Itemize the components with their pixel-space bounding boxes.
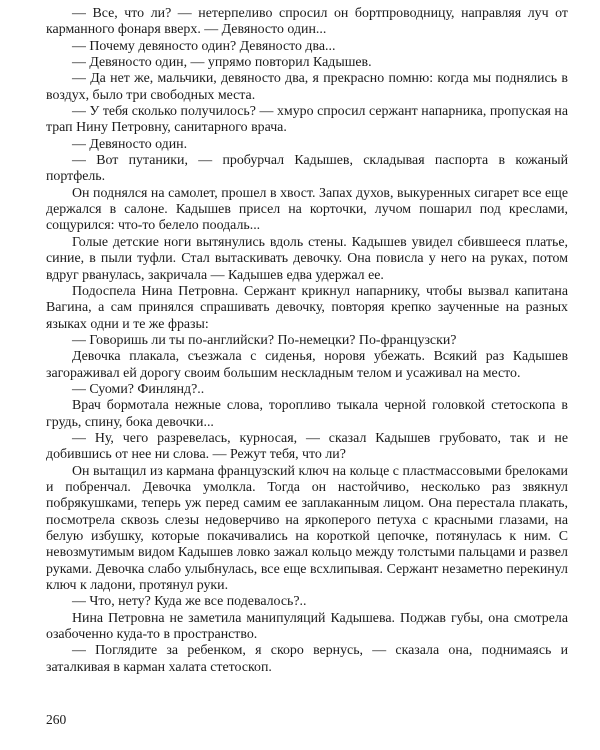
paragraph-19: — Поглядите за ребенком, я скоро вернусь, — сказала она, поднимаясь и заталкивая в карман халата стетоскоп. [46, 643, 568, 675]
paragraph-5: — У тебя сколько получилось? — хмуро спросил сержант напарника, пропуская на трап Нину Петровну, санитарного врача. [46, 104, 568, 136]
paragraph-7: — Вот путаники, — пробурчал Кадышев, складывая паспорта в кожаный портфель. [46, 153, 568, 185]
paragraph-1: — Все, что ли? — нетерпеливо спросил он бортпроводницу, направляя луч от карманного фонаря вверх. — Девяносто один... [46, 6, 568, 38]
paragraph-10: Подоспела Нина Петровна. Сержант крикнул напарнику, чтобы вызвал капитана Вагина, а сам принялся спрашивать девочку, повторяя крепко заученные на разных языках одни и те же фразы: [46, 283, 568, 332]
paragraph-15: — Ну, чего разревелась, курносая, — сказал Кадышев грубовато, так и не добившись от нее ни слова. — Режут тебя, что ли? [46, 430, 568, 463]
paragraph-12: Девочка плакала, съезжала с сиденья, норовя убежать. Всякий раз Кадышев загораживал ей дорогу своим большим нескладным телом и усаживал на место. [46, 349, 568, 381]
paragraph-11: — Говоришь ли ты по-английски? По-немецки? По-французски? [72, 332, 457, 348]
paragraph-9: Голые детские ноги вытянулись вдоль стены. Кадышев увидел сбившееся платье, синие, в пыли туфли. Стал вытаскивать девочку. Она повисла у него на руках, потом вдруг рванулась, закричала — Кадышев едва удержал ее. [46, 234, 568, 283]
paragraph-8: Он поднялся на самолет, прошел в хвост. Запах духов, выкуренных сигарет все еще держался в салоне. Кадышев присел на корточки, лучом пошарил под креслами, сощурился: что-то белело поодаль... [46, 185, 568, 234]
paragraph-2: — Почему девяносто один? Девяносто два... [72, 38, 336, 54]
page-number: 260 [46, 712, 67, 727]
book-page-text [46, 6, 568, 676]
paragraph-18: Нина Петровна не заметила манипуляций Кадышева. Поджав губы, она смотрела озабоченно куда-то в пространство. [46, 610, 568, 643]
paragraph-13: — Суоми? Финлянд?.. [72, 381, 205, 397]
paragraph-17: — Что, нету? Куда же все подевалось?.. [72, 594, 307, 610]
paragraph-4: — Да нет же, мальчики, девяносто два, я прекрасно помню: когда мы поднялись в воздух, было три свободных места. [46, 71, 568, 103]
paragraph-6: — Девяносто один. [72, 136, 188, 152]
paragraph-3: — Девяносто один, — упрямо повторил Кадышев. [72, 55, 372, 71]
paragraph-16: Он вытащил из кармана французский ключ на кольце с пластмассовыми брелоками и побренчал. Девочка умолкла. Тогда он настойчиво, несколько раз звякнул побрякушками, теперь уж перед самим ее заплаканным лицом. Она перестала плакать, посмотрела сквозь слезы недоверчиво на яркоперого петуха с красными глазами, на белую избушку, которые покачивались на короткой цепочке, потянулась к ним. С невозмутимым видом Кадышев ловко зажал кольцо между толстыми пальцами и развел руками. Девочка слабо улыбнулась, все еще всхлипывая. Сержант незаметно перекинул ключ к ладони, протянул руки. [46, 463, 568, 594]
paragraph-14: Врач бормотала нежные слова, торопливо тыкала черной головкой стетоскопа в грудь, спину, бока девочки... [46, 398, 568, 430]
